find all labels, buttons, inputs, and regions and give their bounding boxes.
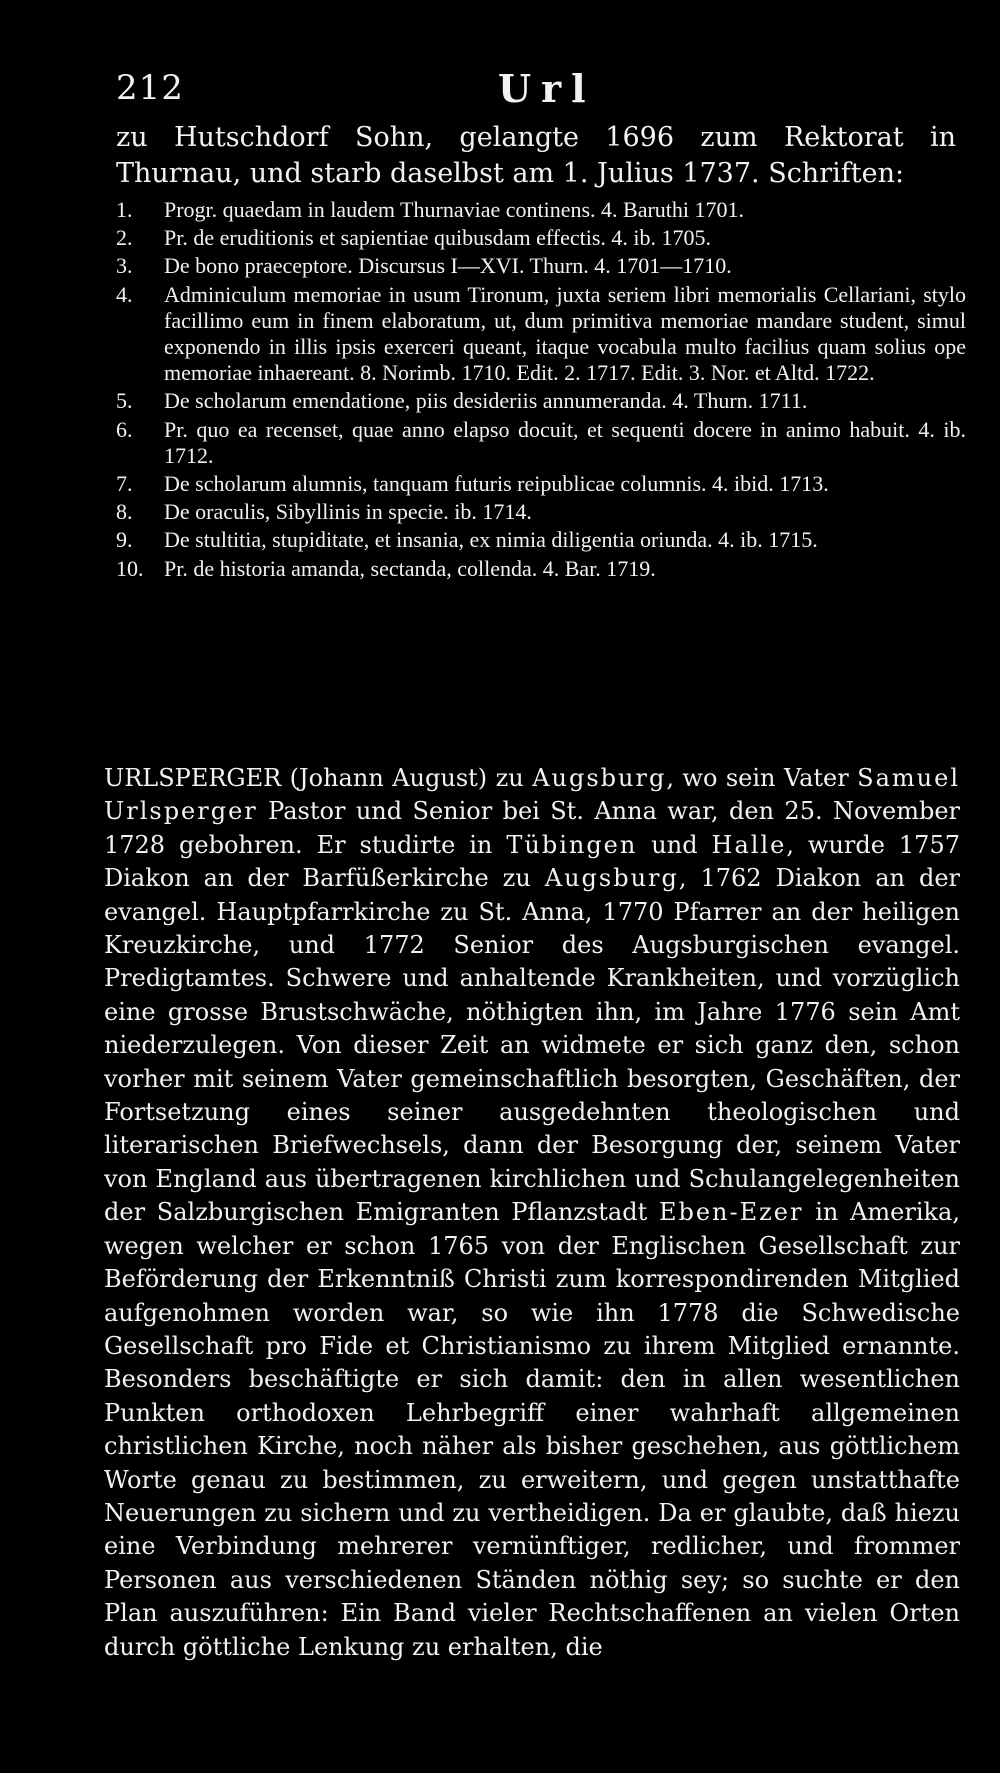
page-header [116,68,926,112]
entry-given-names: (Johann August) [289,764,488,792]
works-list [116,197,966,584]
text-segment: zu [487,764,533,792]
text-segment: und [637,830,712,859]
item-text: De bono praeceptore. Discursus I—XVI. Thurn. 4. 1701—1710. [164,253,732,279]
item-number: 10. [116,555,144,581]
list-item [116,527,966,553]
place-name: Eben-Ezer [658,1198,804,1227]
item-number: 3. [116,253,133,279]
text-segment: , wurde 1757 Diakon an der Barfüßerkirche zu [104,830,960,893]
item-text: De stultitia, stupiditate, et insania, ex nimia diligentia oriunda. 4. ib. 1715. [164,527,818,553]
place-name: Tübingen [506,830,638,859]
item-number: 6. [116,416,133,442]
intro-paragraph: zu Hutschdorf Sohn, gelangte 1696 zum Rektorat in Thurnau, und starb daselbst am 1. Julius 1737. Schriften: [116,122,956,189]
item-number: 7. [116,471,133,497]
item-number: 4. [116,281,133,307]
list-item [116,388,966,414]
page-number: 212 [116,68,184,108]
person-name: Samuel Urlsperger [104,764,961,826]
item-number: 8. [116,499,133,525]
item-number: 2. [116,225,133,251]
item-text: De oraculis, Sibyllinis in specie. ib. 1714. [164,499,532,525]
text-segment: , 1762 Diakon an der evangel. Hauptpfarrkirche zu St. Anna, 1770 Pfarrer an der heiligen Kreuzkirche, und 1772 Senior des Augsburgischen evangel. Predigtamtes. Schwere und anhaltende Krankheiten, und vorzüglich eine grosse Brustschwäche, nöthigten ihn, im Jahre 1776 sein Amt niederzulegen. Von dieser Zeit an widmete er sich ganz den, schon vorher mit seinem Vater gemeinschaftlich besorgten, Geschäften, der Fortsetzung eines seiner ausgedehnten theologischen und literarischen Briefwechsels, dann der Besorgung der, seinem Vater von England aus übertragenen kirchlichen und Schulangelegenheiten der Salzburgischen Emigranten Pflanzstadt [104,864,961,1227]
text-segment: Pastor und Senior bei St. Anna war, den 25. November 1728 gebohren. Er studirte in [104,797,960,859]
list-item [116,417,966,469]
place-name: Halle [711,830,787,859]
list-item [116,253,966,279]
running-head: Url [498,66,596,111]
item-text: Pr. de historia amanda, sectanda, collenda. 4. Bar. 1719. [164,555,656,581]
entry-name: URLSPERGER [104,764,282,792]
list-item [116,499,966,525]
list-item [116,282,966,387]
list-item [116,197,966,223]
biography-paragraph [104,762,960,1664]
list-item [116,556,966,582]
item-number: 1. [116,197,133,222]
item-text: Progr. quaedam in laudem Thurnaviae continens. 4. Baruthi 1701. [164,197,745,222]
item-text: Pr. quo ea recenset, quae anno elapso docuit, et sequenti docere in animo habuit. 4. ib. 1712. [164,416,966,468]
place-name: Augsburg [544,864,679,893]
item-text: De scholarum emendatione, piis desideriis annumeranda. 4. Thurn. 1711. [164,388,808,414]
place-name: Augsburg [532,764,667,792]
text-segment: , wo sein Vater [666,764,858,792]
list-item [116,225,966,251]
item-number: 9. [116,527,133,553]
list-item [116,471,966,497]
item-text: Pr. de eruditionis et sapientiae quibusdam effectis. 4. ib. 1705. [164,225,712,251]
item-text: De scholarum alumnis, tanquam futuris reipublicae columnis. 4. ibid. 1713. [164,471,829,497]
item-number: 5. [116,388,133,414]
text-segment: in Amerika, wegen welcher er schon 1765 von der Englischen Gesellschaft zur Beförderung der Erkenntniß Christi zum korrespondirenden Mitglied aufgenohmen worden war, so wie ihn 1778 die Schwedische Gesellschaft pro Fide et Christianismo zu ihrem Mitglied ernannte. Besonders beschäftigte er sich damit: den in allen wesentlichen Punkten orthodoxen Lehrbegriff einer wahrhaft allgemeinen christlichen Kirche, noch näher als bisher geschehen, aus göttlichem Worte genau zu bestimmen, zu erweitern, und gegen unstatthafte Neuerungen zu sichern und zu vertheidigen. Da er glaubte, daß hiezu eine Verbindung mehrerer vernünftiger, redlicher, und frommer Personen aus verschiedenen Ständen nöthig sey; so suchte er den Plan auszuführen: Ein Band vieler Rechtschaffenen an vielen Orten durch göttliche Lenkung zu erhalten, die [104,1198,960,1661]
item-text: Adminiculum memoriae in usum Tironum, juxta seriem libri memorialis Cellariani, stylo facillimo eum in finem elaboratum, ut, dum primitiva memoriae mandare student, simul exponendo in illis ipsis exerceri queant, itaque vocabula multo facilius quam solius ope memoriae inhaereant. 8. Norimb. 1710. Edit. 2. 1717. Edit. 3. Nor. et Altd. 1722. [164,281,966,386]
